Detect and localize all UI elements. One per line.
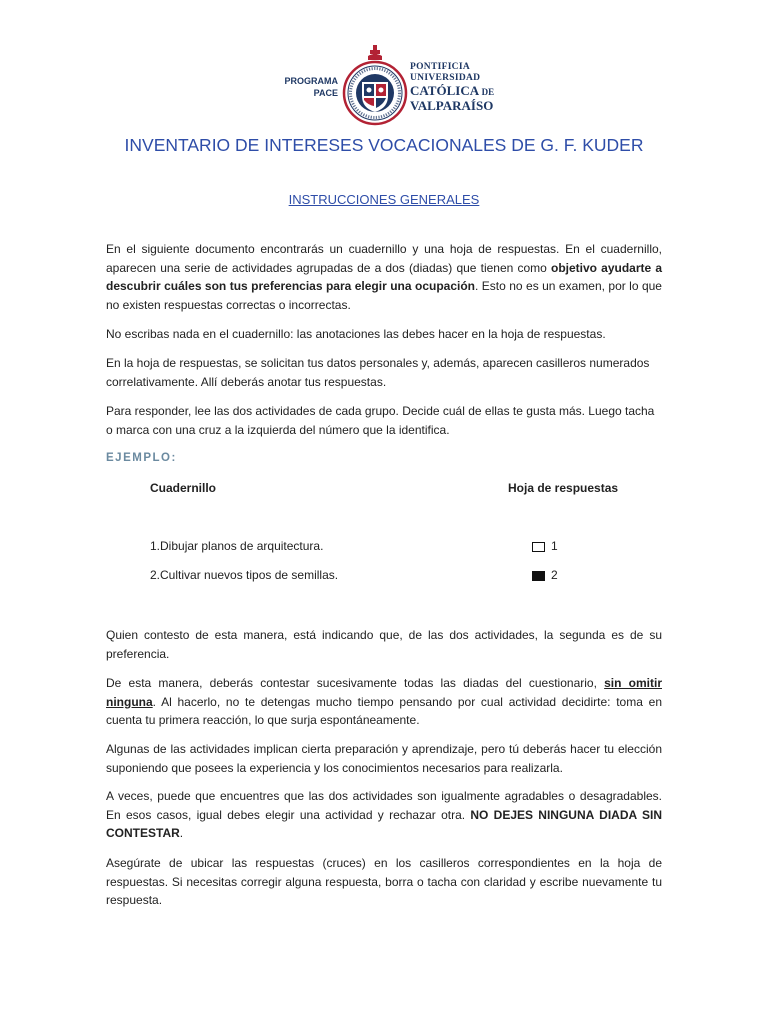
answer-number-1: 1 <box>551 539 558 553</box>
paragraph-3: En la hoja de respuestas, se solicitan tus datos personales y, además, aparecen casilleros numerados correlativamente. Allí deberás anotar tus respuestas. <box>106 356 650 389</box>
p6-bold-underline: sin omitir ninguna <box>106 676 662 709</box>
paragraph-4: Para responder, lee las dos actividades de cada grupo. Decide cuál de ellas te gusta más. Luego tacha o marca con una cruz a la izquierda del número que la identifica. <box>106 404 655 437</box>
p1-bold: objetivo ayudarte a descubrir cuáles son tus preferencias para elegir una ocupación <box>106 260 662 293</box>
paragraph-9: Asegúrate de ubicar las respuestas (cruces) en los casilleros correspondientes en la hoja de respuestas. Si necesitas corregir alguna respuesta, borra o tacha con claridad y escribe nuevamente tu respuesta. <box>106 856 662 907</box>
header <box>0 40 768 130</box>
column-header-hoja: Hoja de respuestas <box>508 481 619 495</box>
university-line3-main: CATÓLICA <box>410 83 479 98</box>
p6-text-a: De esta manera, deberás contestar sucesivamente todas las diadas del cuestionario, <box>106 676 605 690</box>
paragraph-6 <box>106 674 662 730</box>
answer-number-2: 2 <box>551 568 558 582</box>
program-pace-label <box>268 75 338 99</box>
p1-text-c: . Esto no es un examen, por lo que no existen respuestas correctas o incorrectas. <box>106 279 662 312</box>
university-line4: VALPARAÍSO <box>410 98 494 113</box>
p8-bold: NO DEJES NINGUNA DIADA SIN CONTESTAR <box>106 807 662 840</box>
example-row-2-text: 2.Cultivar nuevos tipos de semillas. <box>150 568 339 582</box>
paragraph-7: Algunas de las actividades implican cierta preparación y aprendizaje, pero tú deberás hacer tu elección suponiendo que posees la experiencia y los conocimientos necesarios para realizarla. <box>106 742 662 775</box>
paragraph-5: Quien contesto de esta manera, está indicando que, de las dos actividades, la segunda es de su preferencia. <box>106 628 662 661</box>
answer-box-1-empty <box>532 542 545 552</box>
example-row-1-text: 1.Dibujar planos de arquitectura. <box>150 539 324 553</box>
university-line1: PONTIFICIA <box>410 62 471 72</box>
university-line2: UNIVERSIDAD <box>410 73 481 83</box>
section-subtitle: INSTRUCCIONES GENERALES <box>288 192 480 207</box>
p8-text-c: . <box>179 826 184 840</box>
university-seal-icon <box>342 44 408 128</box>
document-title: INVENTARIO DE INTERESES VOCACIONALES DE G. F. KUDER <box>124 135 644 155</box>
p6-text-c: . Al hacerlo, no te detengas mucho tiempo pensando por cual actividad decidirte: toma en cuenta tu primera reacción, lo que surja espontáneamente. <box>106 694 662 727</box>
program-line2: PACE <box>313 88 338 98</box>
program-line1: PROGRAMA <box>284 76 338 86</box>
answer-box-2-marked <box>532 571 545 581</box>
p1-text-a: En el siguiente documento encontrarás un cuadernillo y una hoja de respuestas. En el cuadernillo, aparecen una serie de actividades agrupadas de a dos (diadas) que tienen como <box>106 242 662 275</box>
university-line3-de: DE <box>481 87 495 97</box>
university-line3 <box>410 84 494 99</box>
university-name <box>410 62 494 112</box>
paragraph-2: No escribas nada en el cuadernillo: las anotaciones las debes hacer en la hoja de respuestas. <box>106 327 606 341</box>
paragraph-8 <box>106 787 662 843</box>
paragraph-1 <box>106 240 662 314</box>
column-header-cuadernillo: Cuadernillo <box>150 481 217 495</box>
example-label: EJEMPLO: <box>106 452 177 464</box>
p8-text-a: A veces, puede que encuentres que las dos actividades son igualmente agradables o desagradables. En esos casos, igual debes elegir una actividad y rechazar otra. <box>106 789 662 822</box>
